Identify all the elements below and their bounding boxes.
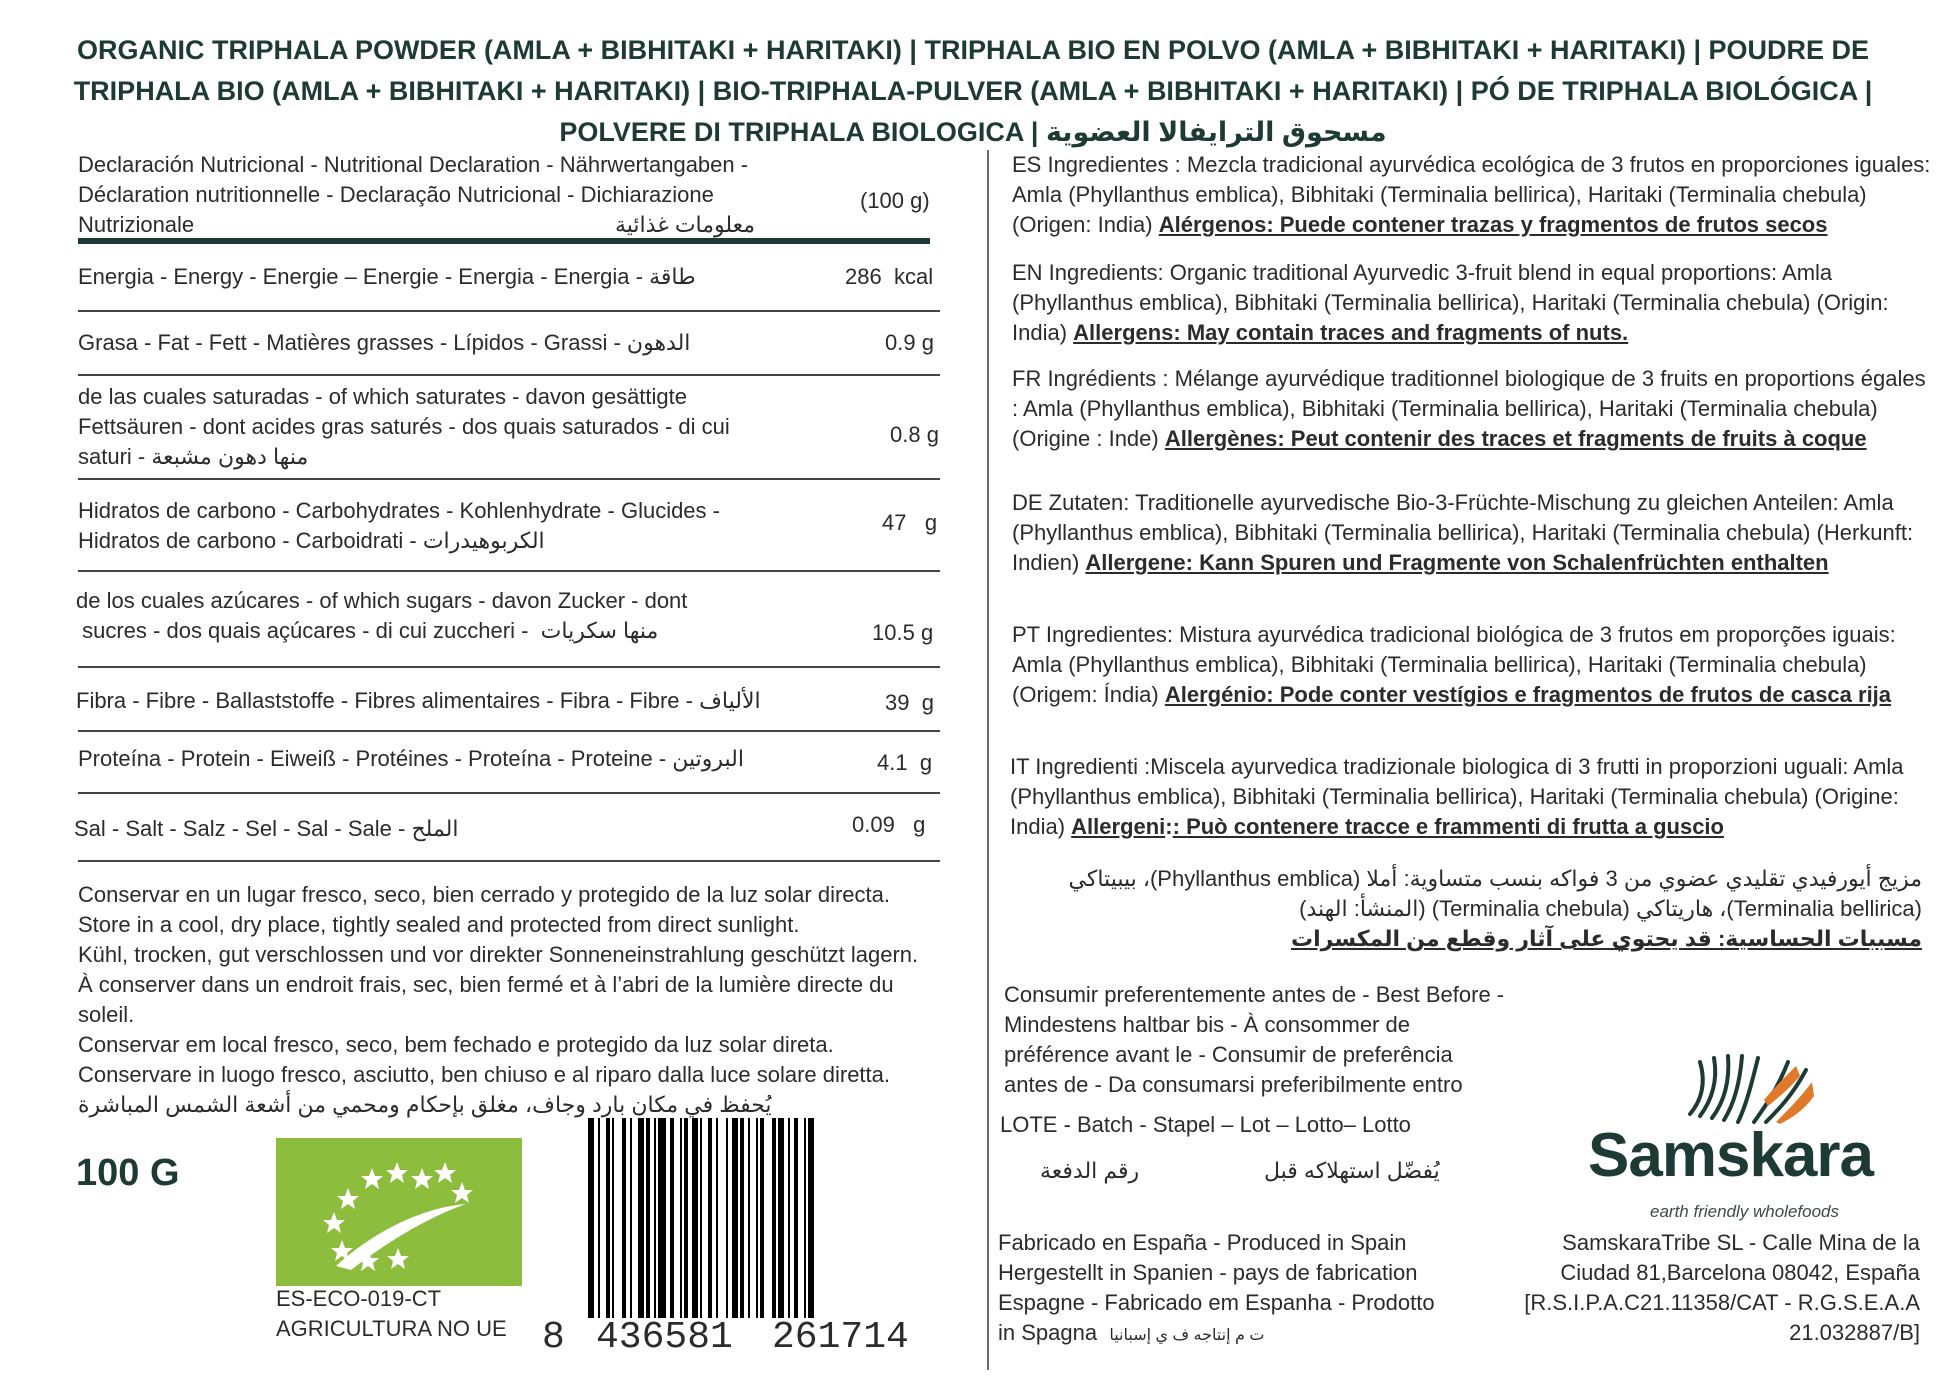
eu-organic-logo (276, 1138, 522, 1286)
barcode-bar (670, 1118, 674, 1318)
ingredients-pt: PT Ingredientes: Mistura ayurvédica tradicional biológica de 3 frutos em proporções iguais: Amla (Phyllanthus emblica), Bibhitaki (Terminalia bellirica), Haritaki (Terminalia chebula) (Origem: Índia) Alergénio: Pode conter vestígios e fragmentos de frutos de casca rija (1012, 622, 1896, 707)
barcode-bar (684, 1118, 688, 1318)
nutrient-value: 39 g (885, 690, 934, 715)
barcode-bars (586, 1118, 946, 1318)
barcode-digits-right: 261714 (772, 1316, 909, 1359)
barcode-bar (740, 1118, 744, 1318)
barcode-bar (654, 1118, 656, 1318)
barcode-bar (598, 1118, 600, 1318)
nutrient-value: 47 g (882, 510, 938, 535)
ingredients-ar: مزيج أيورفيدي تقليدي عضوي من 3 فواكه بنسب متساوية: أملا (Phyllanthus emblica)، بيبيتاكي (Terminalia bellirica)، هاريتاكي (Terminalia chebula) (المنشأ: الهند) مسببات الحساسية: قد يحتوي على آثار وقطع من المكسرات (1068, 866, 1922, 951)
eco-origin: AGRICULTURA NO UE (276, 1316, 507, 1341)
barcode-bar (658, 1118, 666, 1318)
barcode-bar (708, 1118, 712, 1318)
nutrition-header-arabic: معلومات غذائية (615, 212, 756, 237)
brand-tagline: earth friendly wholefoods (1650, 1202, 1840, 1221)
product-title: ORGANIC TRIPHALA POWDER (AMLA + BIBHITAKI + HARITAKI) | TRIPHALA BIO EN POLVO (AMLA + BIBHITAKI + HARITAKI) | POUDRE DE TRIPHALA BIO (AMLA + BIBHITAKI + HARITAKI) | BIO-TRIPHALA-PULVER (AMLA + BIBHITAKI + HARITAKI) | PÓ DE TRIPHALA BIOLÓGICA | POLVERE DI TRIPHALA BIOLOGICA | مسحوق الترايفالا العضوية (73, 35, 1873, 147)
nutrient-value: 10.5 g (872, 620, 934, 645)
barcode-bar (748, 1118, 750, 1318)
barcode-bar (778, 1118, 784, 1318)
nutrient-value: 4.1 g (877, 750, 933, 775)
barcode-bar (606, 1118, 610, 1318)
column-divider (987, 150, 989, 1370)
storage-instructions: Conservar en un lugar fresco, seco, bien cerrado y protegido de la luz solar directa. Store in a cool, dry place, tightly sealed and protected from direct sunlight. Kühl, trocken, gut verschlossen und vor direkter Sonneneinstrahlung geschützt lagern. À conserver dans un endroit frais, sec, bien fermé et à l’abri de la lumière directe du soleil. Conservar em local fresco, seco, bem fechado e protegido da luz solar direta. Conservare in luogo fresco, asciutto, ben chiuso e al riparo dalla luce solare diretta. يُحفظ في مكان بارد وجاف، مغلق بإحكام ومحمي من أشعة الشمس المباشرة (78, 882, 919, 1117)
barcode-digits-left: 436581 (596, 1316, 733, 1359)
made-in: Fabricado en España - Produced in Spain Hergestellt in Spanien - pays de fabrication Espagne - Fabricado em Espanha - Prodotto in Spagna ت م إنتاجه ف ي إسبانيا (998, 1230, 1435, 1345)
ingredients-de: DE Zutaten: Traditionelle ayurvedische Bio-3-Früchte-Mischung zu gleichen Anteilen: Amla (Phyllanthus emblica), Bibhitaki (Terminalia bellirica), Haritaki (Terminalia chebula) (Herkunft: Indien) Allergene: Kann Spuren und Fragmente von Schalenfrüchten enthalten (1012, 490, 1914, 575)
barcode-bar (646, 1118, 650, 1318)
barcode-bar (588, 1118, 594, 1318)
eu-leaf-icon (276, 1138, 522, 1286)
divider (78, 860, 940, 862)
nutrient-value: 0.8 g (890, 422, 939, 447)
nutrient-value: 0.09 g (852, 812, 926, 837)
nutrition-header-line: Déclaration nutritionnelle - Declaração Nutricional - Dichiarazione (78, 182, 714, 207)
nutrition-header-line: Declaración Nutricional - Nutritional Declaration - Nährwertangaben - (78, 152, 749, 177)
nutrient-value: 0.9 g (885, 330, 934, 355)
barcode-bar (692, 1118, 698, 1318)
barcode-bar (808, 1118, 814, 1318)
nutrient-label: Energia - Energy - Energie – Energie - Energia - Energia - طاقة (78, 264, 696, 289)
nutrient-label: de los cuales azúcares - of which sugars - davon Zucker - dont sucres - dos quais açúcares - di cui zuccheri - منها سكريات (76, 588, 688, 643)
nutrient-label: de las cuales saturadas - of which saturates - davon gesättigte Fettsäuren - dont acides gras saturés - dos quais saturados - di cui saturi - منها دهون مشبعة (78, 384, 730, 469)
barcode-bar (772, 1118, 776, 1318)
best-before: Consumir preferentemente antes de - Best Before - Mindestens haltbar bis - À consommer de préférence avant le - Consumir de preferência antes de - Da consumarsi preferibilmente entro (1004, 982, 1505, 1097)
barcode-bar (630, 1118, 632, 1318)
lot-arabic: رقم الدفعة (1040, 1158, 1140, 1183)
nutrient-label: Grasa - Fat - Fett - Matières grasses - Lípidos - Grassi - الدهون (78, 330, 691, 355)
barcode-bar (726, 1118, 728, 1318)
barcode-bar (756, 1118, 758, 1318)
brand-emblem (1680, 1052, 1820, 1128)
divider (78, 570, 940, 572)
tree-root-icon (1680, 1052, 1820, 1128)
barcode-bar (680, 1118, 682, 1318)
ingredients-es: ES Ingredientes : Mezcla tradicional ayurvédica ecológica de 3 frutos en proporciones iguales: Amla (Phyllanthus emblica), Bibhitaki (Terminalia bellirica), Haritaki (Terminalia chebula) (Origen: India) Alérgenos: Puede contener trazas y fragmentos de frutos secos (1012, 152, 1931, 237)
barcode-bar (794, 1118, 798, 1318)
nutrient-label: Hidratos de carbono - Carbohydrates - Kohlenhydrate - Glucides - Hidratos de carbono - Carboidrati - الكربوهيدرات (78, 498, 720, 553)
barcode-bar (732, 1118, 738, 1318)
barcode-bar (638, 1118, 644, 1318)
barcode-bar (716, 1118, 718, 1318)
nutrient-value: 286 kcal (845, 264, 934, 289)
lot-label: LOTE - Batch - Stapel – Lot – Lotto– Lotto (1000, 1112, 1411, 1137)
divider (78, 310, 940, 312)
brand-name: Samskara (1588, 1121, 1874, 1190)
best-before-arabic: يُفضّل استهلاكه قبل (1264, 1158, 1440, 1183)
divider (78, 730, 940, 732)
ingredients-en: EN Ingredients: Organic traditional Ayurvedic 3-fruit blend in equal proportions: Amla (Phyllanthus emblica), Bibhitaki (Terminalia bellirica), Haritaki (Terminalia chebula) (Origin: India) Allergens: May contain traces and fragments of nuts. (1012, 260, 1889, 345)
ingredients-fr: FR Ingrédients : Mélange ayurvédique traditionnel biologique de 3 fruits en proportions égales : Amla (Phyllanthus emblica), Bibhitaki (Terminalia bellirica), Haritaki (Terminalia chebula) (Origine : Inde) Allergènes: Peut contenir des traces et fragments de fruits à coque (1012, 366, 1926, 451)
nutrition-per: (100 g) (860, 188, 930, 213)
barcode (542, 1118, 946, 1359)
net-weight: 100 G (76, 1152, 180, 1194)
divider-thick (78, 238, 930, 244)
divider (78, 666, 940, 668)
barcode-bar (622, 1118, 626, 1318)
barcode-digit-first: 8 (542, 1316, 565, 1359)
barcode-bar (760, 1118, 764, 1318)
divider (78, 792, 940, 794)
barcode-bar (788, 1118, 790, 1318)
nutrient-label: Proteína - Protein - Eiweiß - Protéines - Proteína - Proteine - البروتين (78, 746, 744, 771)
barcode-bar (612, 1118, 614, 1318)
nutrient-label: Sal - Salt - Salz - Sel - Sal - Sale - الملح (74, 816, 459, 841)
nutrient-label: Fibra - Fibre - Ballaststoffe - Fibres alimentaires - Fibra - Fibre - الألياف (76, 688, 761, 713)
divider (78, 374, 940, 376)
eco-code: ES-ECO-019-CT (276, 1286, 442, 1311)
nutrition-header-line: Nutrizionale (78, 212, 195, 237)
ingredients-it: IT Ingredienti :Miscela ayurvedica tradizionale biologica di 3 frutti in proporzioni uguali: Amla (Phyllanthus emblica), Bibhitaki (Terminalia bellirica), Haritaki (Terminalia chebula) (Origine: India) Allergeni:: Può contenere tracce e frammenti di frutta a guscio (1010, 754, 1904, 839)
barcode-bar (804, 1118, 806, 1318)
divider (78, 478, 940, 480)
company-address: SamskaraTribe SL - Calle Mina de la Ciudad 81,Barcelona 08042, España [R.S.I.P.A.C21.11358/CAT - R.G.S.E.A.A 21.032887/B] (1524, 1230, 1920, 1345)
barcode-bar (700, 1118, 702, 1318)
